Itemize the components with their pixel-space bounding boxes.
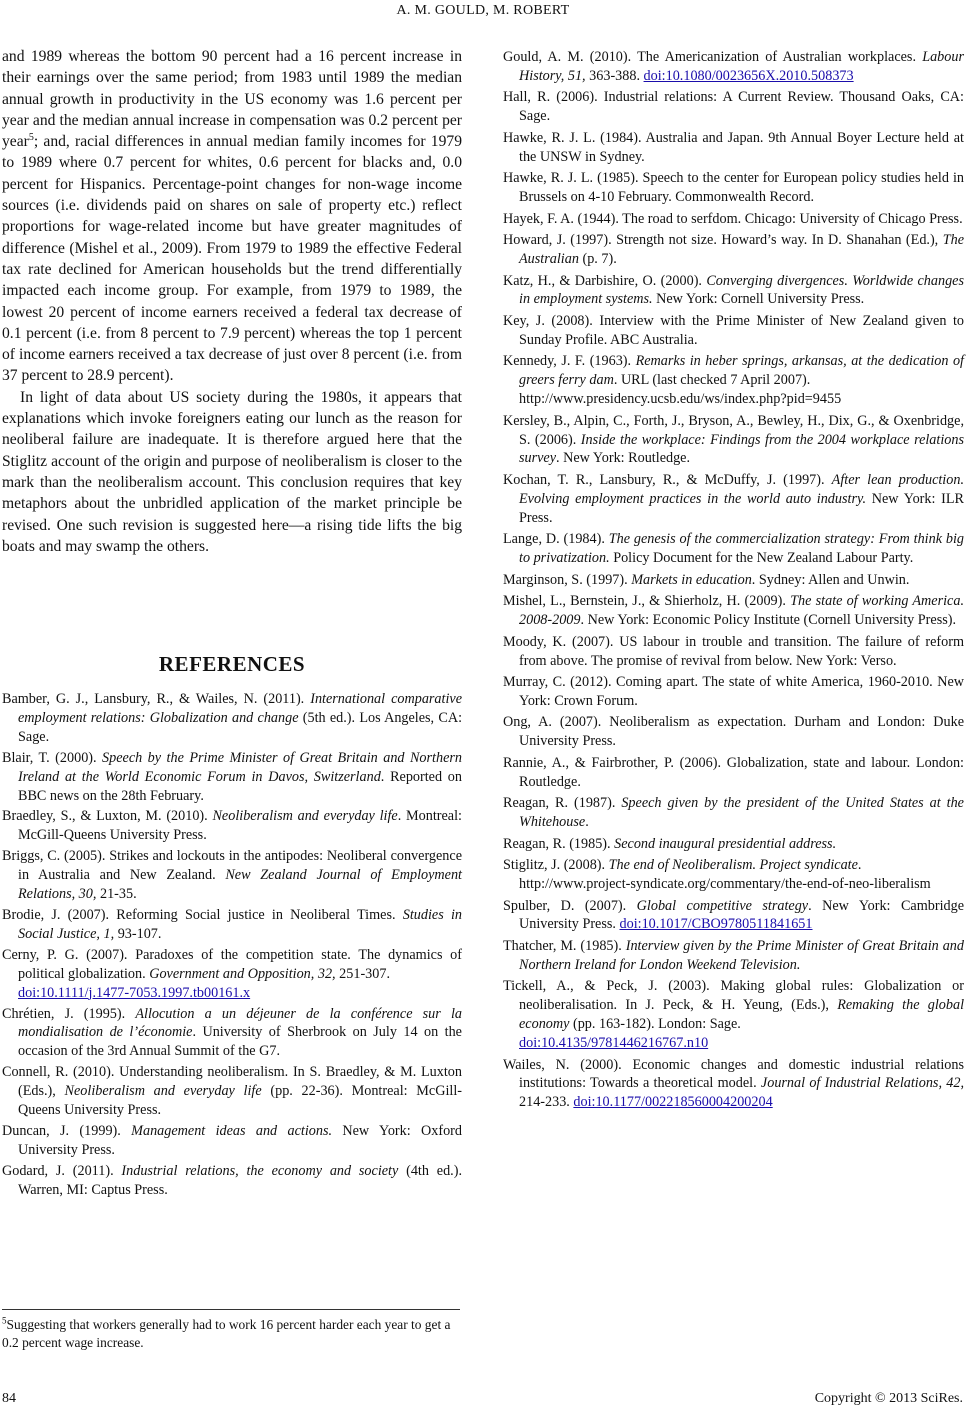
paragraph-1-part-a: and 1989 whereas the bottom 90 percent had a 16 percent increase in their earnings over the same period; from 1983 until 1989 the median annual growth in productivity in the US economy was 1.6 percent per year and the median annual increase in compensation was 0.2 percent per year: [2, 48, 462, 151]
reference-title: Allocution a un déjeuner de la conférence sur la mondialisation de l’économie: [18, 1005, 462, 1041]
reference-title: The Australian: [519, 232, 964, 268]
reference-title: Neoliberalism and everyday life: [212, 808, 398, 825]
reference-text: Blair, T. (2000).: [2, 749, 103, 766]
reference-text-tail: .: [857, 857, 862, 874]
reference-entry: [503, 272, 964, 310]
reference-entry: [2, 906, 462, 944]
reference-text-tail: (pp. 22-36). Montreal: McGill-Queens University Press.: [18, 1083, 462, 1119]
reference-text: Connell, R. (2010). Understanding neoliberalism. In S. Braedley, & M. Luxton (Eds.),: [2, 1064, 462, 1100]
reference-title: Interview given by the Prime Minister of Great Britain and Northern Ireland for London Weekend Television.: [519, 937, 964, 973]
reference-entry: [2, 1005, 462, 1062]
paragraph-1-part-b: ; and, racial differences in annual median family incomes for 1979 to 1989 where 0.7 percent for whites, 0.6 percent for blacks and, 0.0 percent for Hispanics. Percentage-point changes for non-wage income sources (i.e. dividends paid on shares on sale of property etc.) reflect proportions for wage-related income but have greater magnitudes of difference (Mishel et al., 2009). From 1979 to 1989 the effective Federal tax rate declined for American households but the trend differentially impacted each income group. For example, from 1979 to 1989, the lowest 20 percent of income earners received a federal tax decrease of 0.1 percent (i.e. from 8 percent to 7.9 percent) whereas the top 1 percent of income earners received a tax decrease of just over 8 percent (i.e. from 37 percent to 28.9 percent).: [2, 133, 462, 385]
doi-link[interactable]: doi:10.4135/9781446216767.n10: [519, 1035, 709, 1052]
reference-entry: [2, 1122, 462, 1160]
reference-text: Hall, R. (2006). Industrial relations: A Current Review. Thousand Oaks, CA: Sage.: [503, 89, 964, 125]
reference-title: Second inaugural presidential address.: [614, 835, 837, 852]
reference-text: Tickell, A., & Peck, J. (2003). Making global rules: Globalization or neoliberalisation. In J. Peck, & H. Yeung, (Eds.),: [503, 978, 964, 1014]
reference-entry: [503, 352, 964, 409]
reference-title: Speech given by the president of the United States at the Whitehouse: [519, 795, 964, 831]
reference-text: Thatcher, M. (1985).: [503, 937, 626, 954]
reference-entry: [2, 946, 462, 1003]
reference-title: Studies in Social Justice, 1,: [18, 906, 462, 942]
reference-text-tail: 214-233.: [519, 1094, 574, 1111]
reference-title: Industrial relations, the economy and society: [121, 1162, 399, 1179]
reference-text: Murray, C. (2012). Coming apart. The state of white America, 1960-2010. New York: Crown Forum.: [503, 674, 964, 709]
reference-text: Brodie, J. (2007). Reforming Social justice in Neoliberal Times.: [2, 906, 403, 923]
reference-entry: [503, 530, 964, 568]
references-list-left: [2, 690, 462, 1202]
copyright-notice: Copyright © 2013 SciRes.: [814, 1391, 963, 1406]
reference-text: Katz, H., & Darbishire, O. (2000).: [503, 272, 707, 289]
doi-link[interactable]: doi:10.1177/002218560004200204: [573, 1094, 773, 1111]
reference-text: Braedley, S., & Luxton, M. (2010).: [2, 808, 213, 825]
reference-entry: [503, 897, 964, 935]
reference-entry: [503, 856, 964, 894]
reference-entry: [503, 48, 964, 86]
footnote-divider: [2, 1309, 460, 1310]
reference-text-tail: . URL (last checked 7 April 2007).: [613, 372, 811, 389]
reference-text: Gould, A. M. (2010). The Americanization of Australian workplaces.: [503, 49, 923, 65]
reference-title: Government and Opposition, 32,: [149, 965, 336, 982]
reference-text-tail: . Montreal: McGill-Queens University Press.: [18, 808, 462, 844]
reference-text-tail: (pp. 163-182). London: Sage.: [569, 1016, 741, 1033]
reference-text-tail: New York: Cornell University Press.: [652, 291, 865, 308]
reference-title: The genesis of the commercialization strategy: From think big to privatization.: [519, 531, 964, 567]
reference-text: Briggs, C. (2005). Strikes and lockouts in the antipodes: Neoliberal convergence in Australia and New Zealand.: [2, 848, 462, 884]
reference-text: Reagan, R. (1985).: [503, 835, 615, 852]
reference-text: Lange, D. (1984).: [503, 531, 609, 548]
reference-text-tail: . Reported on BBC news on the 28th February.: [18, 768, 462, 804]
reference-text-tail: New York: ILR Press.: [519, 490, 964, 526]
reference-title: New Zealand Journal of Employment Relations, 30,: [18, 867, 462, 903]
reference-text: Moody, K. (2007). US labour in trouble and transition. The failure of reform from above. The promise of revival from below. New York: Verso.: [503, 633, 964, 669]
reference-text-tail: . University of Sherbrook on July 14 on the occasion of the 3rd Annual Summit of the G7.: [18, 1024, 462, 1060]
references-heading: REFERENCES: [158, 652, 306, 676]
reference-text-tail: (5th ed.). Los Angeles, CA: Sage.: [18, 709, 463, 745]
reference-text: Hayek, F. A. (1944). The road to serfdom. Chicago: University of Chicago Press.: [503, 210, 963, 227]
body-text-column: [2, 46, 462, 557]
reference-entry: [503, 754, 964, 792]
reference-title: Remaking the global economy: [519, 997, 965, 1033]
reference-entry: [503, 1056, 964, 1113]
reference-text: Duncan, J. (1999).: [2, 1122, 132, 1139]
footnote-text: Suggesting that workers generally had to work 16 percent harder each year to get a 0.2 percent wage increase.: [2, 1317, 451, 1350]
reference-entry: [2, 1162, 462, 1200]
reference-entry: [503, 571, 964, 590]
reference-title: Inside the workplace: Findings from the 2004 workplace relations survey: [519, 431, 964, 467]
reference-text: Kochan, T. R., Lansbury, R., & McDuffy, J. (1997).: [503, 471, 832, 488]
reference-entry: [2, 1063, 462, 1120]
reference-title: After lean production. Evolving employment practices in the world auto industry.: [519, 471, 964, 507]
reference-text: Hawke, R. J. L. (1984). Australia and Japan. 9th Annual Boyer Lecture held at the UNSW in Sydney.: [503, 129, 964, 165]
reference-entry: [503, 210, 964, 229]
reference-entry: [503, 713, 964, 751]
reference-text: Ong, A. (2007). Neoliberalism as expectation. Durham and London: Duke University Press.: [503, 714, 964, 750]
doi-link[interactable]: doi:10.1111/j.1477-7053.1997.tb00161.x: [18, 984, 251, 1001]
reference-entry: [503, 231, 964, 269]
reference-text-tail: (4th ed.). Warren, MI: Captus Press.: [18, 1162, 462, 1198]
reference-text-tail: 251-307.: [335, 965, 390, 982]
reference-text-tail: . New York: Routledge.: [556, 450, 691, 467]
reference-text-tail: 363-388.: [585, 67, 644, 84]
reference-text: Chrétien, J. (1995).: [2, 1005, 136, 1022]
reference-title: Markets in education: [631, 571, 752, 588]
reference-text: Key, J. (2008). Interview with the Prime Minister of New Zealand given to Sunday Profile. ABC Australia.: [503, 312, 964, 348]
reference-text: Hawke, R. J. L. (1985). Speech to the center for European policy studies held in Brussels on 4-10 February. Commonwealth Record.: [503, 170, 964, 206]
reference-title: The end of Neoliberalism. Project syndicate: [608, 857, 858, 874]
reference-text: Bamber, G. J., Lansbury, R., & Wailes, N. (2011).: [2, 691, 311, 707]
reference-text-tail: . New York: Economic Policy Institute (Cornell University Press).: [580, 612, 957, 629]
reference-text-tail: (p. 7).: [578, 251, 617, 268]
reference-text: Cerny, P. G. (2007). Paradoxes of the competition state. The dynamics of political globalization.: [2, 946, 462, 982]
reference-text: Rannie, A., & Fairbrother, P. (2006). Globalization, state and labour. London: Routledge.: [503, 754, 964, 790]
reference-entry: [503, 794, 964, 832]
reference-entry: [503, 412, 964, 469]
reference-title: Management ideas and actions.: [131, 1122, 333, 1139]
reference-entry: [503, 835, 964, 854]
reference-title: Global competitive strategy: [636, 897, 809, 914]
reference-text: Stiglitz, J. (2008).: [503, 857, 609, 874]
reference-text-tail: New York: Oxford University Press.: [18, 1122, 462, 1158]
reference-text: Marginson, S. (1997).: [503, 571, 632, 588]
reference-title: Converging divergences. Worldwide changes in employment systems.: [519, 272, 965, 308]
footnote-marker[interactable]: 5: [28, 132, 34, 143]
reference-text: Wailes, N. (2000). Economic changes and domestic industrial relations institutions: Towards a theoretical model.: [503, 1056, 964, 1092]
reference-entry: [503, 129, 964, 167]
reference-entry: [503, 937, 964, 975]
footnote-number: 5: [2, 1315, 7, 1326]
reference-text-tail: . Sydney: Allen and Unwin.: [751, 571, 910, 588]
reference-entry: [503, 312, 964, 350]
references-list-right: [503, 48, 964, 1115]
reference-entry: [503, 471, 964, 528]
reference-entry: [503, 592, 964, 630]
reference-text: Spulber, D. (2007).: [503, 897, 637, 914]
reference-title: The state of working America. 2008-2009: [519, 593, 964, 629]
reference-title: Neoliberalism and everyday life: [64, 1083, 262, 1100]
reference-text: Kersley, B., Alpin, C., Forth, J., Bryson, A., Bewley, H., Dix, G., & Oxenbridge, S. (2006).: [503, 412, 964, 448]
reference-entry: [2, 807, 462, 845]
doi-link[interactable]: doi:10.1017/CBO9780511841651: [619, 916, 813, 933]
reference-entry: [503, 977, 964, 1053]
doi-link[interactable]: doi:10.1080/0023656X.2010.508373: [643, 67, 854, 84]
body-paragraph-1: [2, 46, 462, 387]
reference-title: International comparative employment relations: Globalization and change: [18, 691, 462, 726]
reference-url[interactable]: http://www.presidency.ucsb.edu/ws/index.php?pid=9455: [519, 391, 842, 408]
reference-entry: [503, 169, 964, 207]
reference-title: Labour History, 51,: [519, 49, 964, 84]
reference-text-tail: Policy Document for the New Zealand Labour Party.: [609, 550, 914, 567]
page-number: 84: [2, 1391, 16, 1406]
reference-url[interactable]: http://www.project-syndicate.org/commentary/the-end-of-neo-liberalism: [519, 876, 931, 893]
reference-text-tail: .: [585, 814, 589, 831]
reference-entry: [503, 673, 964, 711]
reference-title: Remarks in heber springs, arkansas, at the dedication of greers ferry dam: [519, 353, 964, 389]
reference-entry: [2, 847, 462, 904]
running-head: A. M. GOULD, M. ROBERT: [396, 3, 570, 18]
reference-text-tail: 93-107.: [114, 925, 162, 942]
reference-text: Godard, J. (2011).: [2, 1162, 122, 1179]
reference-text: Reagan, R. (1987).: [503, 795, 622, 812]
reference-title: Speech by the Prime Minister of Great Britain and Northern Ireland at the World Economic Forum in Davos, Switzerland: [18, 749, 462, 785]
body-paragraph-2: In light of data about US society during the 1980s, it appears that explanations which invoke foreigners eating our lunch as the reason for neoliberal failure are inadequate. It is therefore argued here that the Stiglitz account of the origin and purpose of neoliberalism is closer to the mark than the neoliberalism account. This conclusion requires that key metaphors about the unbridled application of the market principle be revised. One such revision is suggested here—a rising tide lifts the big boats and may swamp the others.: [2, 388, 462, 555]
reference-entry: [503, 633, 964, 671]
reference-text: Kennedy, J. F. (1963).: [503, 353, 636, 370]
reference-text-tail: 21-35.: [96, 886, 137, 903]
reference-text: Howard, J. (1997). Strength not size. Howard’s way. In D. Shanahan (Ed.),: [503, 232, 943, 249]
reference-text: Mishel, L., Bernstein, J., & Shierholz, H. (2009).: [503, 593, 791, 610]
footnote: [2, 1316, 462, 1352]
reference-entry: [2, 690, 462, 747]
reference-entry: [503, 88, 964, 126]
reference-text-tail: . New York: Cambridge University Press.: [519, 897, 964, 933]
reference-title: Journal of Industrial Relations, 42,: [760, 1075, 965, 1092]
reference-entry: [2, 749, 462, 806]
